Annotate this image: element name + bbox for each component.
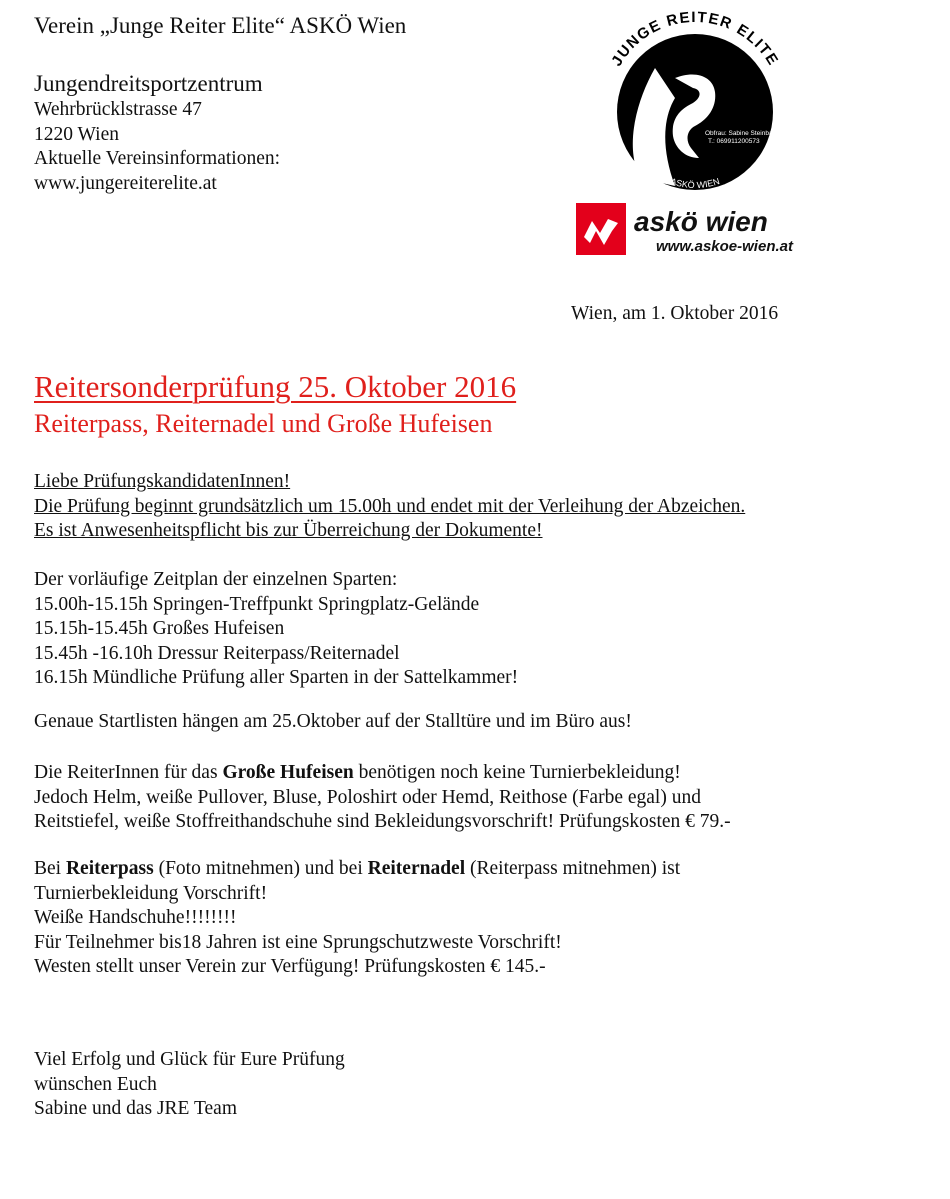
notice-block [34,470,745,544]
schedule-item: 16.15h Mündliche Prüfung aller Sparten in der Sattelkammer! [34,667,519,688]
closing-line: wünschen Euch [34,1073,157,1095]
address-title: Jungendreitsportzentrum [34,71,263,96]
club-name: Verein „Junge Reiter Elite“ ASKÖ Wien [34,13,407,38]
askoe-url: www.askoe-wien.at [656,238,793,255]
logo-arc-bottom: ASKÖ WIEN [669,176,721,191]
text-run: Bei [34,858,66,879]
startlists-note: Genaue Startlisten hängen am 25.Oktober auf der Stalltüre und im Büro aus! [34,711,632,732]
askoe-red-square [576,203,626,255]
hufeisen-line [34,761,731,786]
bold-run: Reiterpass [65,858,154,879]
closing-line: Sabine und das JRE Team [34,1098,237,1119]
page-subtitle: Reiterpass, Reiternadel und Große Hufeisen [34,409,493,438]
askoe-name: askö wien [634,206,768,237]
text-run: (Reiterpass mitnehmen) ist [465,858,681,879]
schedule-item: 15.15h-15.45h Großes Hufeisen [34,618,285,639]
club-address [34,70,280,196]
info-label: Aktuelle Vereinsinformationen: [34,148,281,169]
notice-line: Es ist Anwesenheitspflicht bis zur Überreichung der Dokumente! [34,520,543,541]
text-run: (Foto mitnehmen) und bei [153,858,368,879]
notice-line: Liebe PrüfungskandidatenInnen! [34,471,291,492]
text-run: benötigen noch keine Turnierbekleidung! [353,762,681,783]
logo-arc-top: JUNGE REITER ELITE [608,8,782,70]
jre-logo [595,8,795,198]
reiterpass-line: Westen stellt unser Verein zur Verfügung! Prüfungskosten € 145.- [34,956,546,977]
reiterpass-line: Turnierbekleidung Vorschrift! [34,882,268,904]
closing-line: Viel Erfolg und Glück für Eure Prüfung [34,1049,345,1070]
address-city: 1220 Wien [34,123,119,145]
website-link[interactable]: www.jungereiterelite.at [34,172,217,194]
page-title: Reitersonderprüfung 25. Oktober 2016 [34,369,517,404]
reiterpass-paragraph [34,857,680,980]
logo-contact-name: Obfrau: Sabine Steinbach [705,130,780,137]
schedule-intro: Der vorläufige Zeitplan der einzelnen Sparten: [34,569,398,590]
hufeisen-paragraph [34,761,731,835]
reiterpass-line [34,857,680,882]
text-run: Die ReiterInnen für das [34,762,223,783]
schedule-item: 15.00h-15.15h Springen-Treffpunkt Springplatz-Gelände [34,593,480,615]
logo-contact-phone: T.: 069911200573 [708,138,760,145]
hufeisen-line: Jedoch Helm, weiße Pullover, Bluse, Poloshirt oder Hemd, Reithose (Farbe egal) und [34,786,701,808]
hufeisen-line: Reitstiefel, weiße Stoffreithandschuhe sind Bekleidungsvorschrift! Prüfungskosten € 79.- [34,811,731,832]
bold-run: Reiternadel [367,858,466,879]
date-line: Wien, am 1. Oktober 2016 [571,303,779,324]
notice-line: Die Prüfung beginnt grundsätzlich um 15.00h und endet mit der Verleihung der Abzeichen. [34,495,746,517]
reiterpass-line: Weiße Handschuhe!!!!!!!! [34,907,237,928]
reiterpass-line: Für Teilnehmer bis18 Jahren ist eine Sprungschutzweste Vorschrift! [34,931,562,953]
address-street: Wehrbrücklstrasse 47 [34,99,202,120]
schedule-block [34,568,518,691]
askoe-logo [576,203,806,259]
closing-block [34,1048,345,1122]
schedule-item: 15.45h -16.10h Dressur Reiterpass/Reiternadel [34,642,400,664]
bold-run: Große Hufeisen [222,762,354,783]
